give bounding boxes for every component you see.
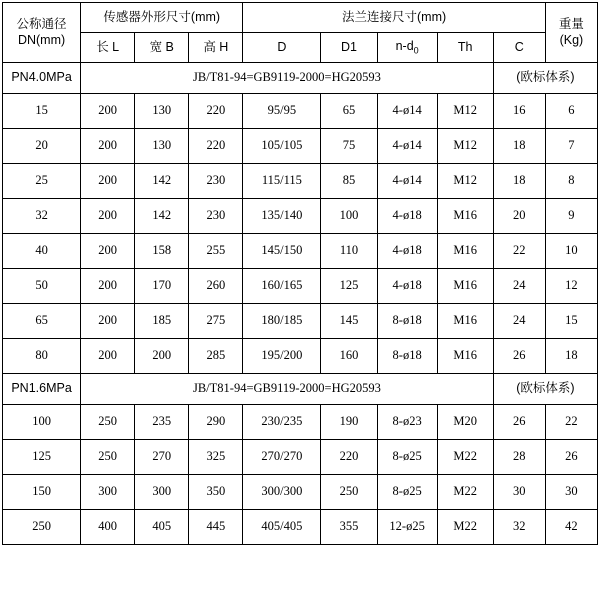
header-d: D (243, 33, 321, 63)
cell-height: 255 (189, 234, 243, 269)
cell-d1: 220 (321, 440, 377, 475)
cell-th: M16 (437, 234, 493, 269)
header-height: 高 H (189, 33, 243, 63)
cell-dn: 125 (3, 440, 81, 475)
cell-nd0: 8-ø25 (377, 440, 437, 475)
cell-th: M22 (437, 440, 493, 475)
cell-c: 28 (493, 440, 545, 475)
header-weight-line2: (Kg) (559, 32, 584, 47)
cell-d1: 85 (321, 164, 377, 199)
cell-d: 105/105 (243, 129, 321, 164)
cell-d1: 75 (321, 129, 377, 164)
section-standard: JB/T81-94=GB9119-2000=HG20593 (81, 63, 494, 94)
header-nd0-text: n-d (395, 38, 414, 53)
cell-width: 142 (135, 199, 189, 234)
header-group-sensor: 传感器外形尺寸(mm) (81, 3, 243, 33)
cell-height: 445 (189, 510, 243, 545)
cell-height: 260 (189, 269, 243, 304)
cell-width: 405 (135, 510, 189, 545)
cell-height: 220 (189, 94, 243, 129)
table-row (3, 129, 598, 164)
cell-width: 142 (135, 164, 189, 199)
section-standard: JB/T81-94=GB9119-2000=HG20593 (81, 374, 494, 405)
section-note: (欧标体系) (493, 63, 597, 94)
cell-nd0: 4-ø18 (377, 269, 437, 304)
header-d1: D1 (321, 33, 377, 63)
section-note: (欧标体系) (493, 374, 597, 405)
cell-length: 250 (81, 405, 135, 440)
header-th: Th (437, 33, 493, 63)
cell-weight: 26 (545, 440, 597, 475)
section-pressure-rating: PN4.0MPa (3, 63, 81, 94)
table-row (3, 94, 598, 129)
cell-width: 130 (135, 94, 189, 129)
cell-length: 200 (81, 94, 135, 129)
cell-c: 26 (493, 405, 545, 440)
cell-d: 115/115 (243, 164, 321, 199)
cell-c: 18 (493, 164, 545, 199)
header-row-columns (3, 33, 598, 63)
cell-dn: 20 (3, 129, 81, 164)
cell-length: 200 (81, 164, 135, 199)
table-body (3, 63, 598, 545)
cell-width: 300 (135, 475, 189, 510)
cell-weight: 30 (545, 475, 597, 510)
cell-dn: 25 (3, 164, 81, 199)
cell-weight: 22 (545, 405, 597, 440)
table-row (3, 405, 598, 440)
cell-weight: 7 (545, 129, 597, 164)
cell-d1: 355 (321, 510, 377, 545)
header-weight (545, 3, 597, 63)
specification-table (2, 2, 598, 545)
cell-height: 290 (189, 405, 243, 440)
cell-th: M16 (437, 339, 493, 374)
cell-length: 200 (81, 269, 135, 304)
cell-nd0: 4-ø14 (377, 164, 437, 199)
header-width: 宽 B (135, 33, 189, 63)
cell-c: 16 (493, 94, 545, 129)
cell-d1: 125 (321, 269, 377, 304)
section-header-row (3, 63, 598, 94)
cell-dn: 150 (3, 475, 81, 510)
cell-c: 32 (493, 510, 545, 545)
cell-dn: 100 (3, 405, 81, 440)
cell-height: 220 (189, 129, 243, 164)
cell-d1: 65 (321, 94, 377, 129)
cell-height: 325 (189, 440, 243, 475)
cell-c: 22 (493, 234, 545, 269)
cell-d: 405/405 (243, 510, 321, 545)
cell-height: 230 (189, 199, 243, 234)
cell-th: M16 (437, 304, 493, 339)
cell-nd0: 8-ø18 (377, 339, 437, 374)
cell-length: 300 (81, 475, 135, 510)
cell-th: M16 (437, 269, 493, 304)
cell-c: 20 (493, 199, 545, 234)
header-group-flange: 法兰连接尺寸(mm) (243, 3, 545, 33)
cell-weight: 9 (545, 199, 597, 234)
header-nd0 (377, 33, 437, 63)
cell-nd0: 8-ø18 (377, 304, 437, 339)
cell-d: 300/300 (243, 475, 321, 510)
cell-d: 230/235 (243, 405, 321, 440)
cell-length: 200 (81, 129, 135, 164)
cell-dn: 15 (3, 94, 81, 129)
cell-d: 270/270 (243, 440, 321, 475)
cell-d1: 190 (321, 405, 377, 440)
header-length: 长 L (81, 33, 135, 63)
cell-width: 170 (135, 269, 189, 304)
cell-d1: 250 (321, 475, 377, 510)
cell-dn: 32 (3, 199, 81, 234)
header-row-groups (3, 3, 598, 33)
table-row (3, 510, 598, 545)
cell-length: 200 (81, 234, 135, 269)
cell-c: 26 (493, 339, 545, 374)
header-dn-line1: 公称通径 (16, 16, 67, 31)
cell-nd0: 4-ø18 (377, 199, 437, 234)
header-dn-line2: DN(mm) (17, 32, 66, 47)
cell-width: 130 (135, 129, 189, 164)
cell-th: M22 (437, 475, 493, 510)
header-weight-line1: 重量 (558, 16, 584, 31)
cell-nd0: 4-ø14 (377, 94, 437, 129)
header-nd0-subscript: 0 (413, 45, 419, 56)
cell-width: 158 (135, 234, 189, 269)
cell-weight: 10 (545, 234, 597, 269)
cell-nd0: 4-ø14 (377, 129, 437, 164)
cell-length: 200 (81, 339, 135, 374)
cell-weight: 42 (545, 510, 597, 545)
cell-length: 250 (81, 440, 135, 475)
cell-th: M20 (437, 405, 493, 440)
cell-th: M12 (437, 129, 493, 164)
cell-height: 275 (189, 304, 243, 339)
cell-d: 180/185 (243, 304, 321, 339)
cell-width: 235 (135, 405, 189, 440)
cell-nd0: 8-ø23 (377, 405, 437, 440)
cell-dn: 250 (3, 510, 81, 545)
cell-nd0: 8-ø25 (377, 475, 437, 510)
cell-height: 285 (189, 339, 243, 374)
cell-d: 160/165 (243, 269, 321, 304)
cell-d: 195/200 (243, 339, 321, 374)
cell-height: 350 (189, 475, 243, 510)
header-c: C (493, 33, 545, 63)
section-pressure-rating: PN1.6MPa (3, 374, 81, 405)
cell-c: 24 (493, 304, 545, 339)
cell-weight: 8 (545, 164, 597, 199)
cell-length: 200 (81, 199, 135, 234)
cell-nd0: 12-ø25 (377, 510, 437, 545)
table-row (3, 304, 598, 339)
cell-width: 185 (135, 304, 189, 339)
cell-d1: 110 (321, 234, 377, 269)
cell-c: 24 (493, 269, 545, 304)
table-row (3, 440, 598, 475)
cell-th: M22 (437, 510, 493, 545)
table-row (3, 269, 598, 304)
cell-c: 30 (493, 475, 545, 510)
cell-d: 145/150 (243, 234, 321, 269)
cell-d: 95/95 (243, 94, 321, 129)
cell-width: 200 (135, 339, 189, 374)
table-row (3, 199, 598, 234)
header-dn (3, 3, 81, 63)
cell-weight: 6 (545, 94, 597, 129)
cell-dn: 50 (3, 269, 81, 304)
table-header (3, 3, 598, 63)
cell-length: 200 (81, 304, 135, 339)
cell-height: 230 (189, 164, 243, 199)
cell-dn: 65 (3, 304, 81, 339)
table-row (3, 164, 598, 199)
cell-d1: 145 (321, 304, 377, 339)
cell-dn: 80 (3, 339, 81, 374)
section-header-row (3, 374, 598, 405)
cell-weight: 15 (545, 304, 597, 339)
table-row (3, 234, 598, 269)
table-row (3, 475, 598, 510)
cell-th: M12 (437, 164, 493, 199)
cell-d1: 160 (321, 339, 377, 374)
cell-d1: 100 (321, 199, 377, 234)
cell-length: 400 (81, 510, 135, 545)
cell-weight: 18 (545, 339, 597, 374)
cell-d: 135/140 (243, 199, 321, 234)
cell-weight: 12 (545, 269, 597, 304)
cell-nd0: 4-ø18 (377, 234, 437, 269)
cell-th: M12 (437, 94, 493, 129)
table-row (3, 339, 598, 374)
cell-dn: 40 (3, 234, 81, 269)
cell-th: M16 (437, 199, 493, 234)
cell-c: 18 (493, 129, 545, 164)
cell-width: 270 (135, 440, 189, 475)
